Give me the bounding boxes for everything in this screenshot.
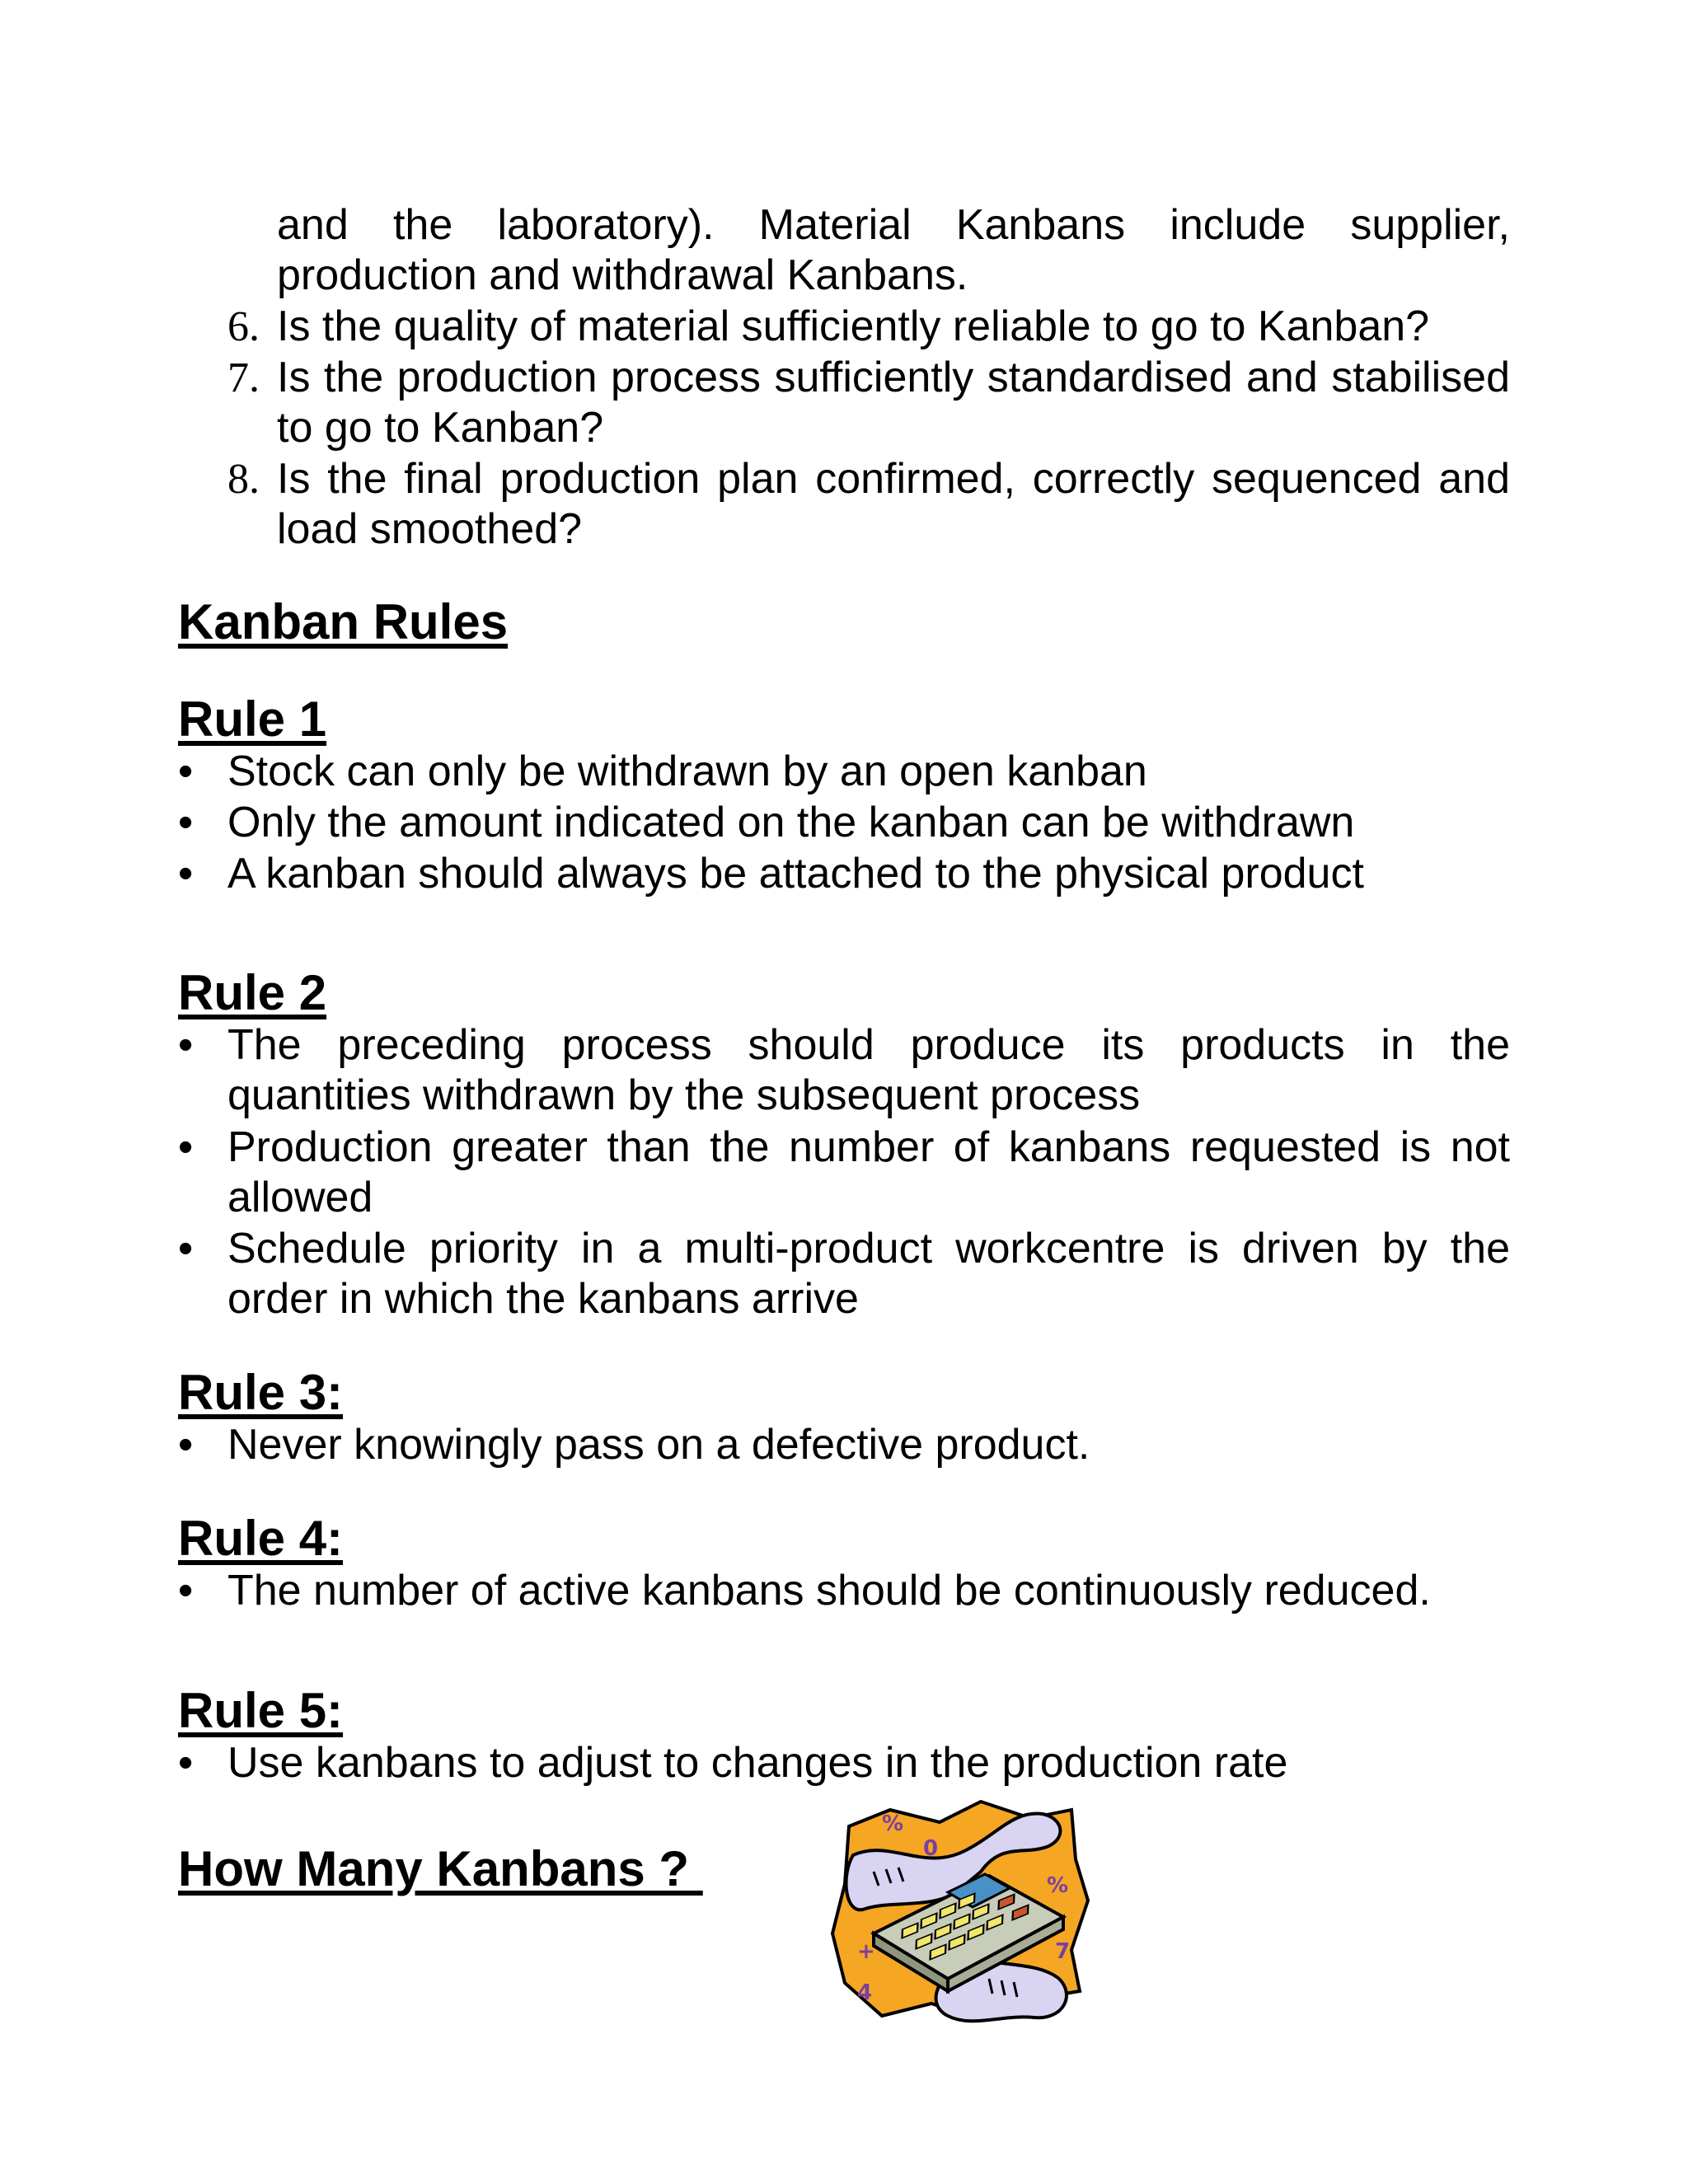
svg-text:4: 4 bbox=[857, 1980, 873, 2005]
bullet-dot: • bbox=[178, 1225, 194, 1272]
svg-text:%: % bbox=[882, 1811, 904, 1836]
bullet-dot: • bbox=[178, 850, 194, 898]
item-text: Is the quality of material sufficiently reliable to go to Kanban? bbox=[277, 302, 1430, 350]
item-number: 6. bbox=[227, 303, 260, 350]
bullet-dot: • bbox=[178, 1567, 194, 1615]
bullet-dot: • bbox=[178, 1123, 194, 1171]
bullet-text: A kanban should always be attached to the physical product bbox=[227, 850, 1364, 898]
bullet-dot: • bbox=[178, 748, 194, 795]
bullet-text: Use kanbans to adjust to changes in the production rate bbox=[227, 1739, 1288, 1787]
section-title: Kanban Rules bbox=[178, 594, 509, 649]
item-text: Is the final production plan confirmed, correctly sequenced and load smoothed? bbox=[277, 455, 1510, 553]
bullet-text: The number of active kanbans should be continuously reduced. bbox=[227, 1567, 1431, 1615]
svg-text:+: + bbox=[857, 1939, 875, 1964]
bullet-text: Only the amount indicated on the kanban can be withdrawn bbox=[227, 799, 1355, 846]
rule-1-title: Rule 1 bbox=[178, 691, 327, 747]
intro-line-2: production and withdrawal Kanbans. bbox=[277, 251, 968, 299]
item-number: 7. bbox=[227, 354, 260, 401]
bullet-dot: • bbox=[178, 1021, 194, 1069]
rule-5-title: Rule 5: bbox=[178, 1683, 344, 1738]
calculator-clipart-icon bbox=[824, 1793, 1096, 2032]
bullet-dot: • bbox=[178, 799, 194, 846]
intro-line-1: and the laboratory). Material Kanbans include supplier, bbox=[277, 201, 1510, 249]
how-many-kanbans-heading: How Many Kanbans ? bbox=[178, 1841, 703, 1896]
rule-3-title: Rule 3: bbox=[178, 1365, 344, 1420]
bullet-text: The preceding process should produce its products in the quantities withdrawn by the subsequent process bbox=[227, 1021, 1510, 1119]
bullet-text: Schedule priority in a multi-product workcentre is driven by the order in which the kanbans arrive bbox=[227, 1225, 1510, 1323]
svg-text:%: % bbox=[1047, 1873, 1069, 1898]
bullet-dot: • bbox=[178, 1421, 194, 1469]
svg-text:0: 0 bbox=[923, 1836, 939, 1861]
bullet-text: Stock can only be withdrawn by an open kanban bbox=[227, 748, 1147, 795]
bullet-text: Never knowingly pass on a defective product. bbox=[227, 1421, 1090, 1469]
rule-2-title: Rule 2 bbox=[178, 965, 327, 1020]
item-number: 8. bbox=[227, 456, 260, 503]
rule-4-title: Rule 4: bbox=[178, 1511, 344, 1566]
bullet-dot: • bbox=[178, 1739, 194, 1787]
bullet-text: Production greater than the number of kanbans requested is not allowed bbox=[227, 1123, 1510, 1221]
item-text: Is the production process sufficiently standardised and stabilised to go to Kanban? bbox=[277, 354, 1510, 452]
svg-text:7: 7 bbox=[1055, 1939, 1071, 1964]
